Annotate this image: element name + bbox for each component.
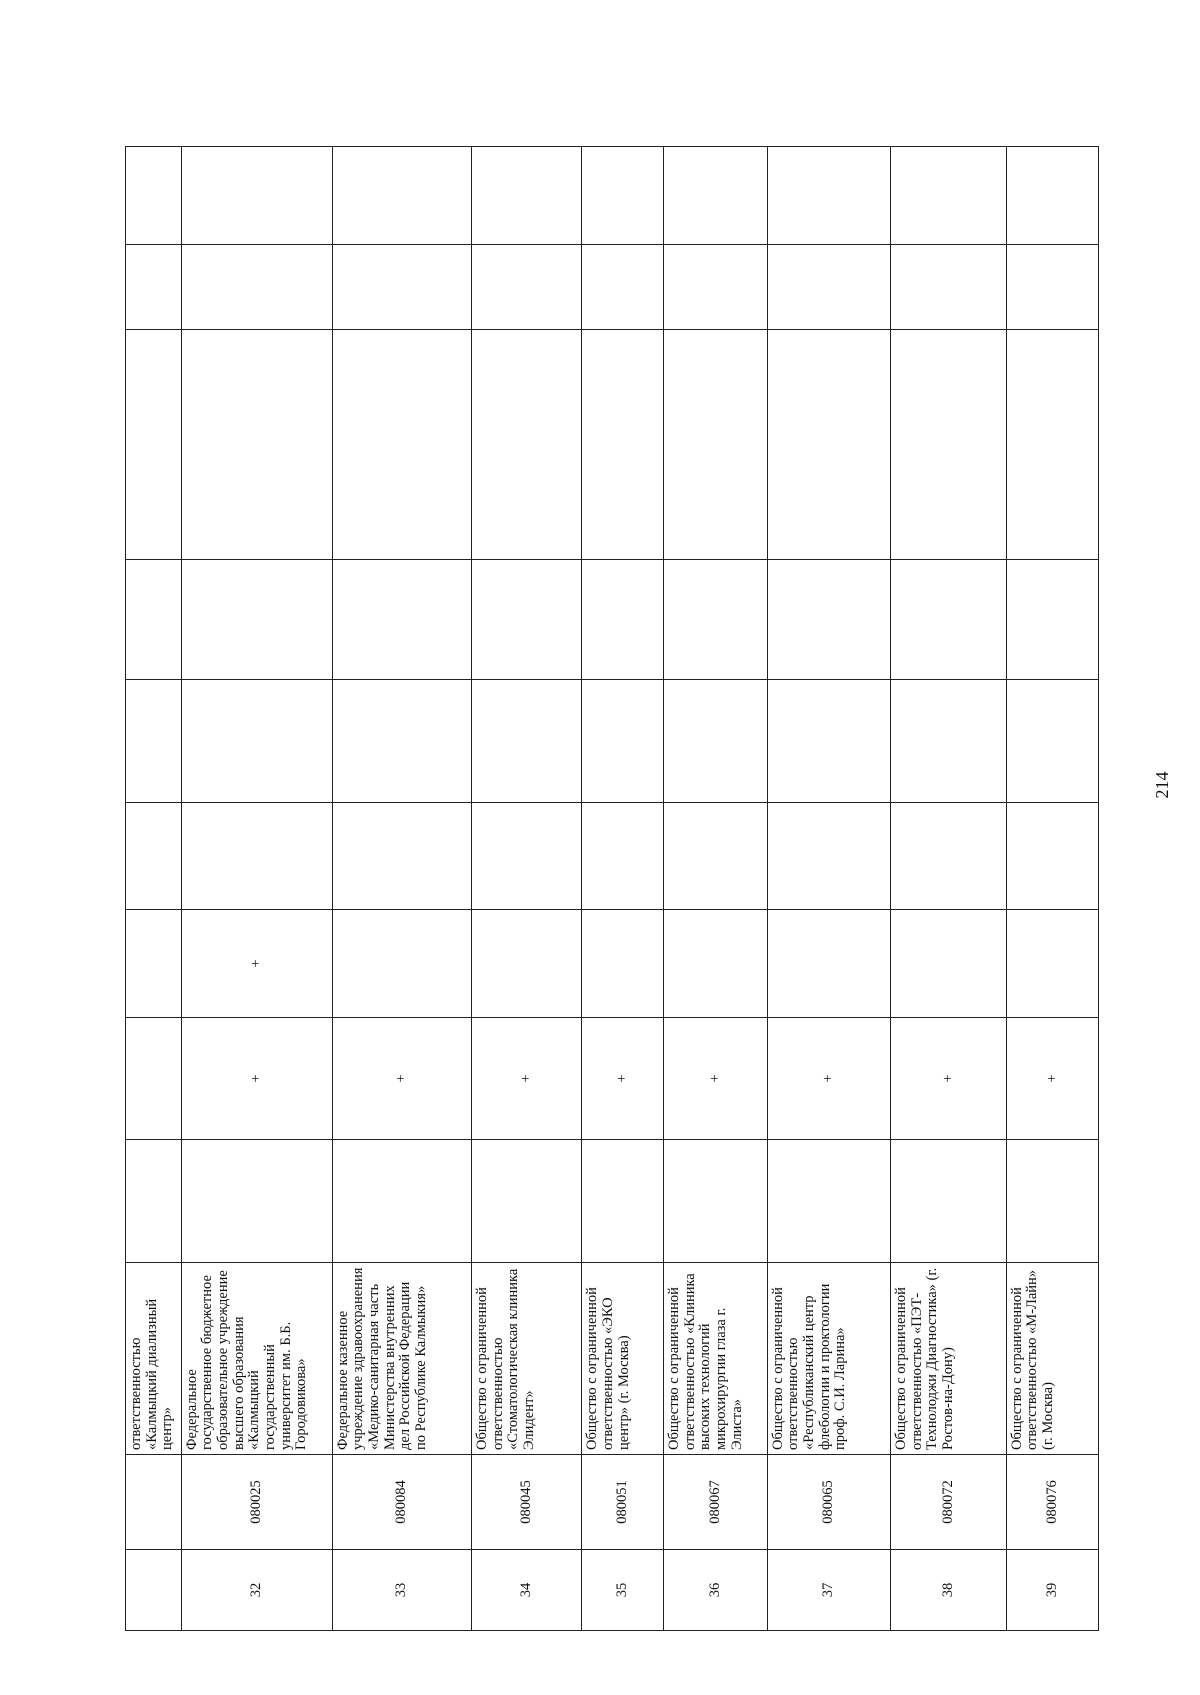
empty-cell	[663, 680, 767, 803]
empty-cell	[332, 330, 471, 560]
table-row	[663, 65, 767, 1631]
organization-name: Федеральное государственное бюджетное образовательное учреждение высшего образования «Калмыцкий государственный университет им. Б.Б. Городовикова»	[181, 1263, 332, 1455]
empty-cell	[767, 803, 890, 910]
empty-cell	[126, 560, 182, 680]
empty-cell	[891, 330, 1007, 560]
empty-cell	[181, 680, 332, 803]
empty-cell	[181, 560, 332, 680]
empty-cell	[472, 330, 582, 560]
table-body	[126, 65, 1099, 1631]
empty-cell	[1006, 330, 1098, 560]
row-number: 35	[582, 1550, 663, 1631]
empty-cell	[582, 1140, 663, 1263]
empty-cell	[332, 803, 471, 910]
table-row	[472, 65, 582, 1631]
empty-cell	[767, 147, 890, 245]
empty-cell	[582, 803, 663, 910]
empty-cell	[332, 1140, 471, 1263]
empty-cell	[663, 330, 767, 560]
row-number: 33	[332, 1550, 471, 1631]
table-row	[1006, 65, 1098, 1631]
empty-cell	[582, 330, 663, 560]
row-number: 32	[181, 1550, 332, 1631]
empty-cell	[891, 245, 1007, 330]
organization-code: 080072	[891, 1455, 1007, 1550]
empty-cell	[663, 560, 767, 680]
empty-cell	[126, 1140, 182, 1263]
empty-cell	[126, 680, 182, 803]
organization-code	[126, 1455, 182, 1550]
table-row	[767, 65, 890, 1631]
empty-cell	[472, 147, 582, 245]
empty-cell	[663, 803, 767, 910]
plus-mark: +	[582, 1018, 663, 1140]
empty-cell	[1006, 910, 1098, 1018]
empty-cell	[472, 680, 582, 803]
empty-cell	[891, 803, 1007, 910]
empty-cell	[663, 245, 767, 330]
organization-name: Федеральное казенное учреждение здравоохранения «Медико-санитарная часть Министерства внутренних дел Российской Федерации по Республике Калмыкия»	[332, 1263, 471, 1455]
table-row	[332, 65, 471, 1631]
plus-mark: +	[663, 1018, 767, 1140]
empty-cell	[767, 910, 890, 1018]
page-number: 214	[1152, 771, 1172, 799]
empty-cell	[181, 245, 332, 330]
empty-cell	[767, 680, 890, 803]
plus-mark: +	[472, 1018, 582, 1140]
registry-table	[125, 64, 1099, 1631]
empty-cell	[181, 147, 332, 245]
plus-mark: +	[891, 1018, 1007, 1140]
organization-code: 080051	[582, 1455, 663, 1550]
empty-cell	[767, 330, 890, 560]
empty-cell	[126, 910, 182, 1018]
empty-cell	[1006, 803, 1098, 910]
empty-cell	[663, 1140, 767, 1263]
empty-cell	[332, 245, 471, 330]
empty-cell	[181, 330, 332, 560]
organization-name: Общество с ограниченной ответственностью «ЭКО центр» (г. Москва)	[582, 1263, 663, 1455]
row-number: 36	[663, 1550, 767, 1631]
organization-code: 080076	[1006, 1455, 1098, 1550]
empty-cell	[472, 1140, 582, 1263]
organization-name: Общество с ограниченной ответственностью «Республиканский центр флебологии и проктологии проф. С.И. Ларина»	[767, 1263, 890, 1455]
table-row	[891, 65, 1007, 1631]
plus-mark: +	[181, 910, 332, 1018]
plus-mark: +	[1006, 1018, 1098, 1140]
organization-name: ответственностью «Калмыцкий диализный центр»	[126, 1263, 182, 1455]
empty-cell	[767, 560, 890, 680]
organization-code: 080065	[767, 1455, 890, 1550]
empty-cell	[126, 245, 182, 330]
empty-cell	[126, 1018, 182, 1140]
organization-name: Общество с ограниченной ответственностью «ПЭТ-Технолоджи Диагностика» (г. Ростов-на-Дону)	[891, 1263, 1007, 1455]
empty-cell	[1006, 680, 1098, 803]
plus-mark: +	[332, 1018, 471, 1140]
empty-cell	[1006, 560, 1098, 680]
empty-cell	[891, 680, 1007, 803]
empty-cell	[332, 560, 471, 680]
empty-cell	[332, 680, 471, 803]
empty-cell	[582, 680, 663, 803]
empty-cell	[891, 910, 1007, 1018]
empty-cell	[181, 1140, 332, 1263]
empty-cell	[1006, 1140, 1098, 1263]
empty-cell	[1006, 147, 1098, 245]
empty-cell	[891, 1140, 1007, 1263]
row-number: 39	[1006, 1550, 1098, 1631]
plus-mark: +	[181, 1018, 332, 1140]
organization-name: Общество с ограниченной ответственностью «Стоматологическая клиника Элидент»	[472, 1263, 582, 1455]
organization-code: 080025	[181, 1455, 332, 1550]
organization-name: Общество с ограниченной ответственностью «М-Лайн» (г. Москва)	[1006, 1263, 1098, 1455]
empty-cell	[126, 803, 182, 910]
row-number: 38	[891, 1550, 1007, 1631]
empty-cell	[126, 147, 182, 245]
table-row	[181, 65, 332, 1631]
row-number: 34	[472, 1550, 582, 1631]
empty-cell	[582, 560, 663, 680]
table-row	[582, 65, 663, 1631]
organization-code: 080084	[332, 1455, 471, 1550]
row-number: 37	[767, 1550, 890, 1631]
empty-cell	[663, 147, 767, 245]
organization-name: Общество с ограниченной ответственностью «Клиника высоких технологий микрохирургии глаза г. Элиста»	[663, 1263, 767, 1455]
organization-code: 080045	[472, 1455, 582, 1550]
empty-cell	[472, 245, 582, 330]
empty-cell	[332, 910, 471, 1018]
empty-cell	[181, 803, 332, 910]
empty-cell	[332, 147, 471, 245]
empty-cell	[1006, 245, 1098, 330]
empty-cell	[472, 803, 582, 910]
table-row	[126, 65, 182, 1631]
organization-code: 080067	[663, 1455, 767, 1550]
empty-cell	[582, 910, 663, 1018]
empty-cell	[126, 330, 182, 560]
empty-cell	[582, 245, 663, 330]
empty-cell	[767, 1140, 890, 1263]
empty-cell	[472, 560, 582, 680]
empty-cell	[767, 245, 890, 330]
empty-cell	[663, 910, 767, 1018]
row-number	[126, 1550, 182, 1631]
empty-cell	[891, 560, 1007, 680]
empty-cell	[582, 147, 663, 245]
empty-cell	[472, 910, 582, 1018]
plus-mark: +	[767, 1018, 890, 1140]
empty-cell	[891, 147, 1007, 245]
